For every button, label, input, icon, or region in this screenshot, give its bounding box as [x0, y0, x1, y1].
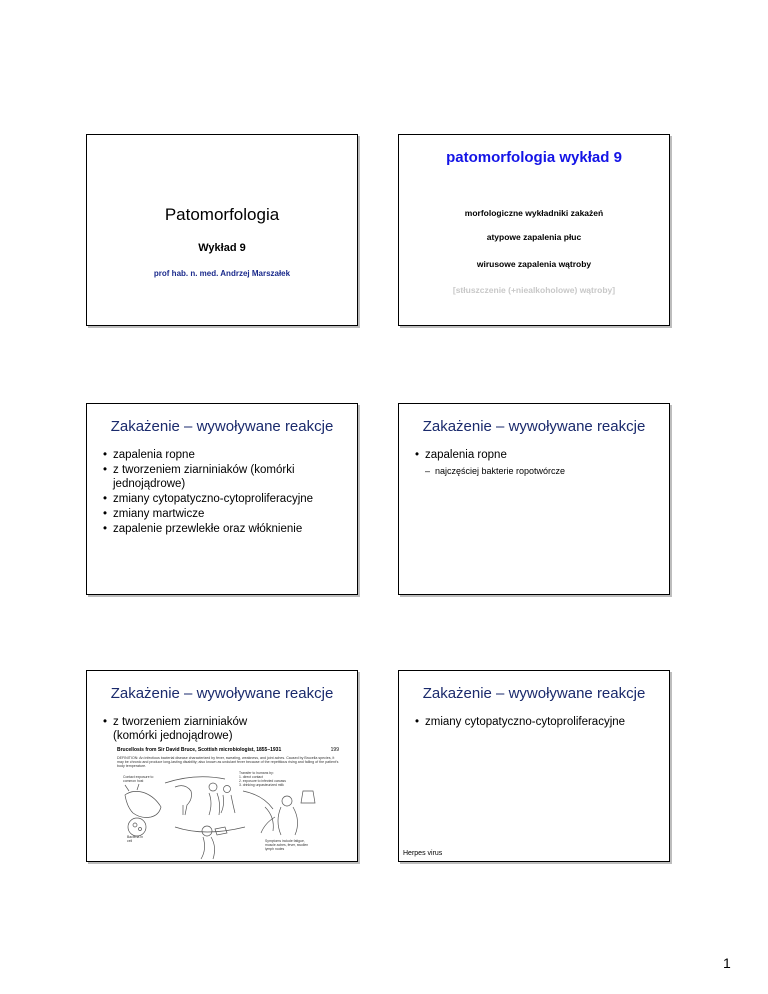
slide-title-page — [86, 134, 358, 326]
line-drawing — [115, 747, 341, 861]
slide-purulent — [398, 403, 670, 595]
slide-granulomas — [86, 670, 358, 862]
slide1-title: Patomorfologia — [164, 205, 280, 224]
bullet-dot-icon: • — [415, 716, 420, 728]
bullet-dot-icon: • — [103, 523, 108, 535]
brucellosis-illustration — [115, 747, 341, 861]
symptoms-label: Symptoms include fatigue, muscle aches, fever, swollen lymph nodes — [265, 839, 309, 851]
slide-cytopathic — [398, 670, 670, 862]
figure-definition: DEFINITION: An infectious bacterial disease characterized by fever, sweating, weakness, and joint aches. Caused by Brucella species, it may be chronic and produce long-lasting disability; also known as undulant fever because of the repetitious rising and falling of the patient's body temperature. — [117, 756, 339, 769]
bullet-dot-icon: • — [103, 508, 108, 520]
bullet-dot-icon: • — [415, 449, 420, 461]
list-item: • zmiany martwicze — [103, 508, 205, 520]
bullet-dot-icon: • — [103, 716, 108, 728]
contact-label: Contact exposure to common host — [123, 775, 154, 783]
sub-list-item: – najczęściej bakterie ropotwórcze — [425, 466, 566, 476]
list-item: • zapalenia ropne — [415, 449, 507, 461]
agenda-item-greyed: [stłuszczenie (+niealkoholowe) wątroby] — [452, 285, 616, 295]
bullet-list — [413, 715, 659, 730]
transfer-list: Transfer to humans by: 1. direct contact 2. exposure to infected carcass 3. drinking unpasteurized milk — [239, 771, 286, 787]
slide5-title: Zakażenie – wywoływane reakcje — [110, 685, 334, 702]
agenda-item: atypowe zapalenia płuc — [486, 232, 582, 242]
slide2-title: patomorfologia wykład 9 — [446, 149, 622, 166]
bullet-dot-icon: • — [103, 464, 108, 476]
slide1-author: prof hab. n. med. Andrzej Marszałek — [153, 269, 291, 278]
slide6-title: Zakażenie – wywoływane reakcje — [422, 685, 646, 702]
page-number: 1 — [723, 955, 731, 971]
slide-reactions-overview — [86, 403, 358, 595]
list-item: • z tworzeniem ziarniniaków (komórki jednojądrowe) — [103, 464, 295, 490]
bullet-list — [101, 448, 347, 537]
list-item: • zapalenie przewlekłe oraz włóknienie — [103, 523, 303, 535]
list-item: • zmiany cytopatyczno-cytoproliferacyjne — [415, 716, 626, 728]
slide3-title: Zakażenie – wywoływane reakcje — [110, 418, 334, 435]
bullet-dot-icon: • — [103, 449, 108, 461]
bullet-list — [101, 715, 347, 744]
slide4-title: Zakażenie – wywoływane reakcje — [422, 418, 646, 435]
slide1-subtitle: Wykład 9 — [198, 242, 246, 254]
list-item: • zmiany cytopatyczno-cytoproliferacyjne — [103, 493, 314, 505]
agenda-item: morfologiczne wykładniki zakażeń — [464, 208, 604, 218]
image-caption: Herpes virus — [403, 850, 443, 857]
bullet-list — [413, 448, 659, 463]
bacteria-label: Bacteria in cell — [127, 835, 144, 843]
bullet-dot-icon: • — [103, 493, 108, 505]
list-item: • z tworzeniem ziarniniaków (komórki jednojądrowe) — [103, 716, 248, 742]
figure-heading: Brucellosis from Sir David Bruce, Scottish microbiologist, 1855–1931 199 — [117, 747, 339, 753]
list-item: • zapalenia ropne — [103, 449, 195, 461]
agenda-item: wirusowe zapalenia wątroby — [476, 259, 592, 269]
slide-agenda — [398, 134, 670, 326]
